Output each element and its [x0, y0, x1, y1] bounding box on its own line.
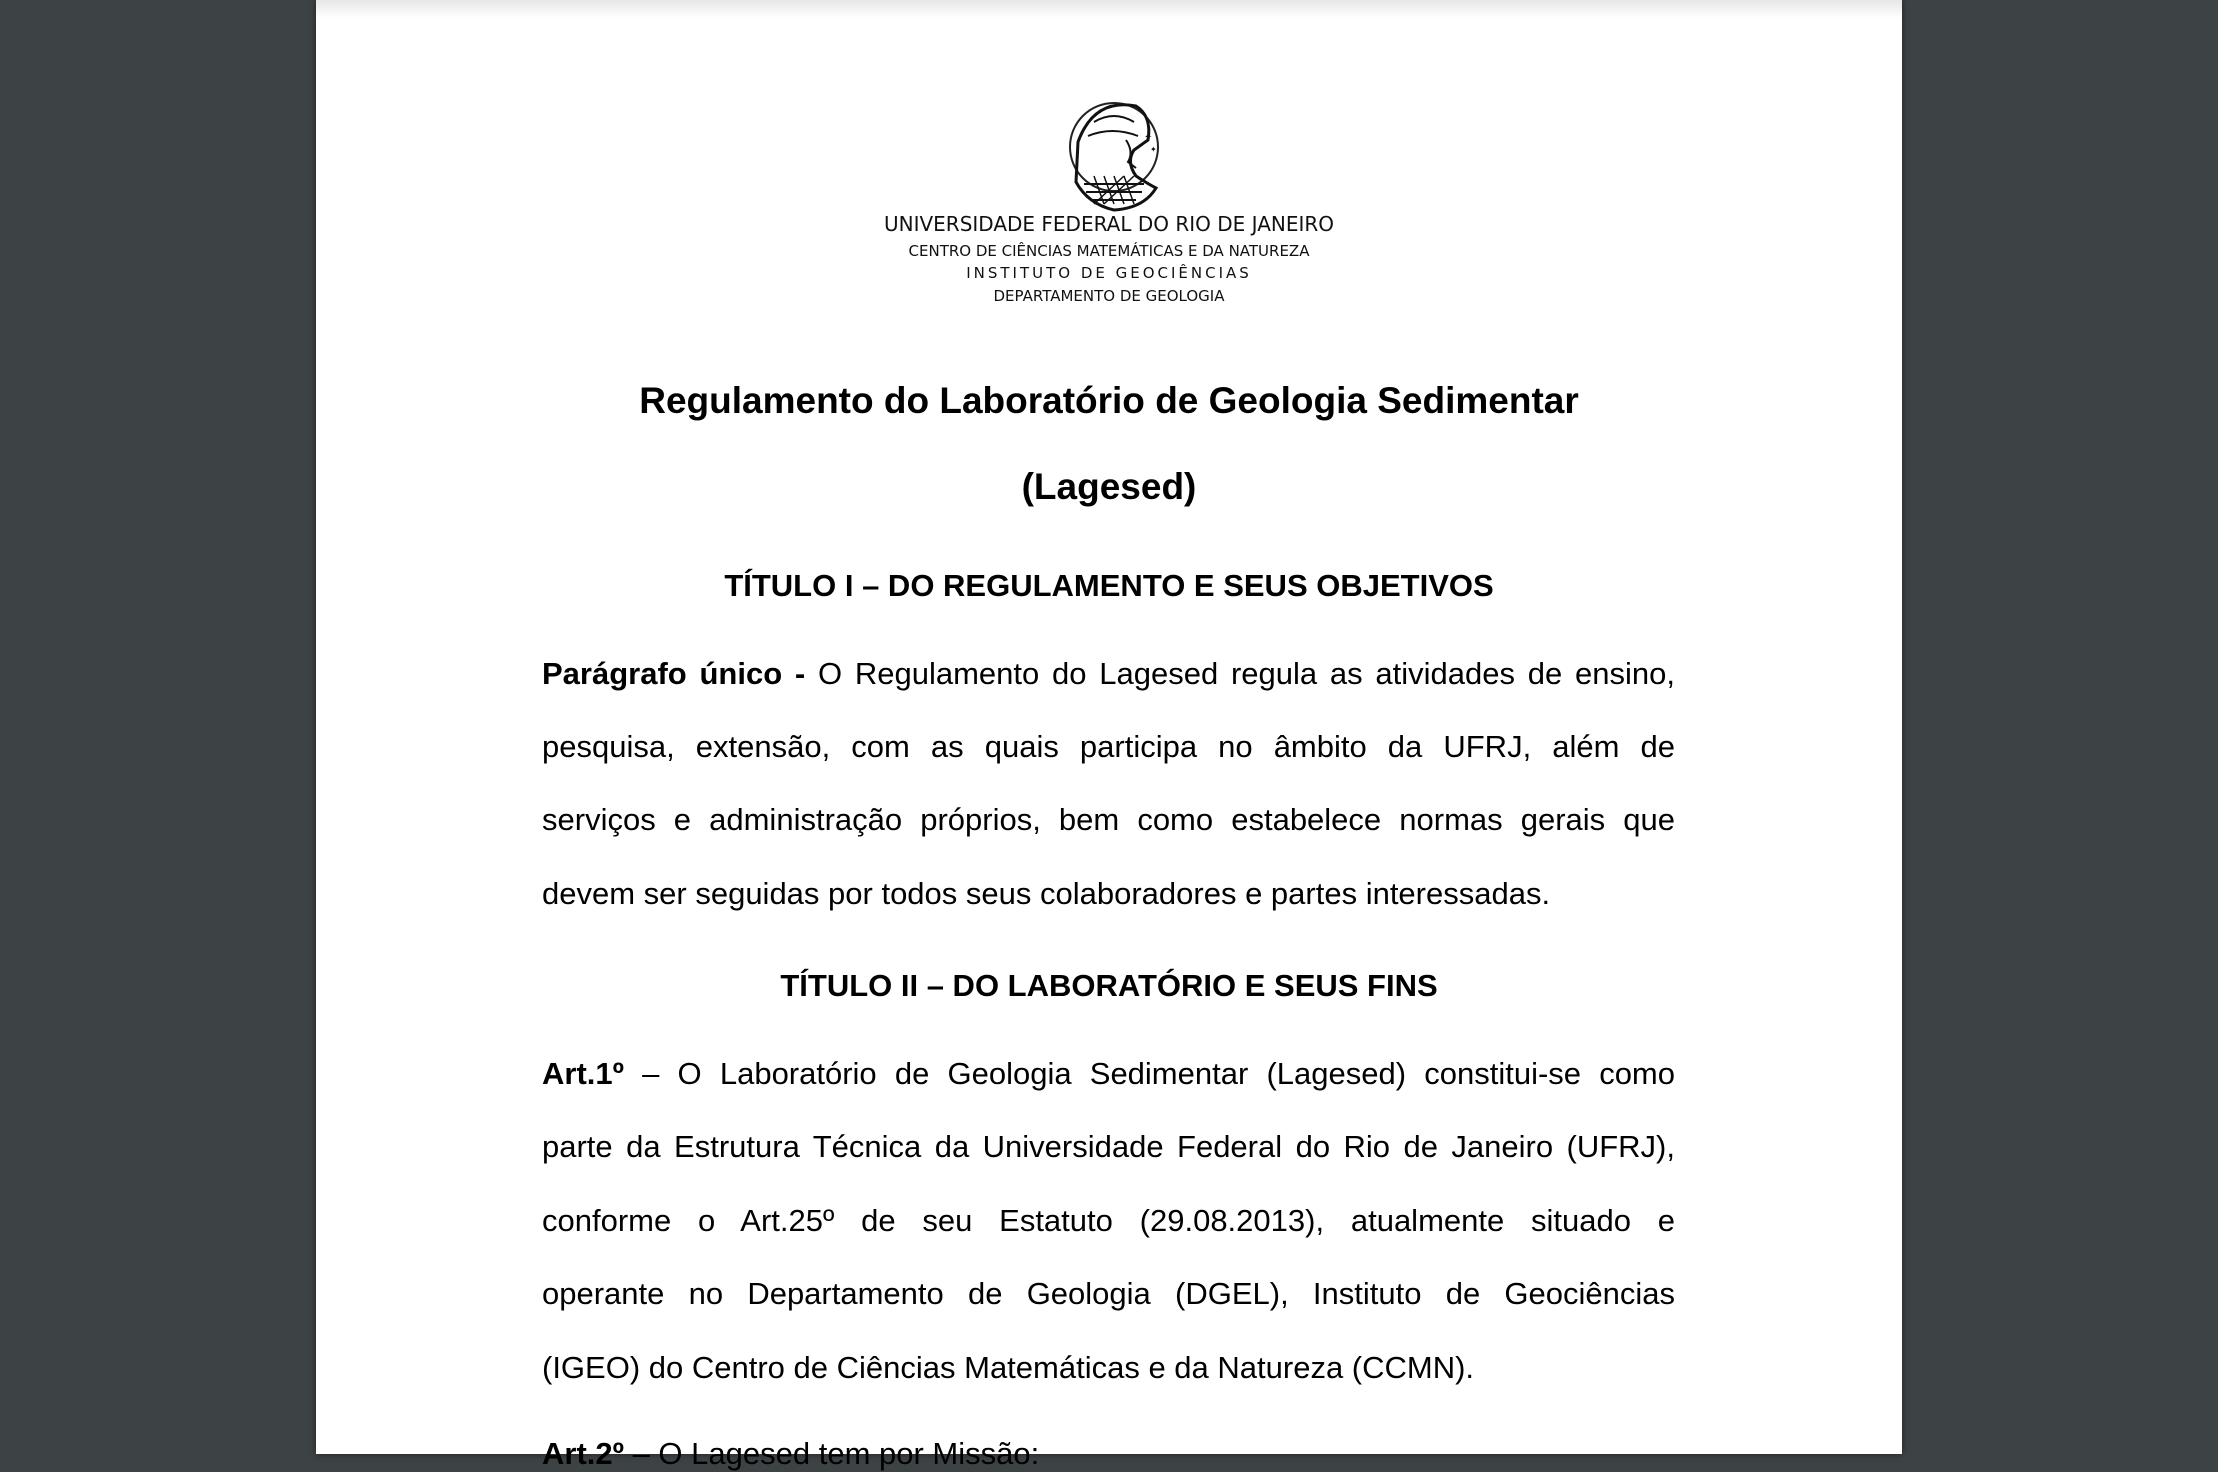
article-lead: Art.1º	[542, 1056, 624, 1091]
university-logo-icon	[1064, 92, 1164, 214]
svg-text:✦: ✦	[1144, 132, 1153, 143]
paragraph-lead: Parágrafo único -	[542, 656, 806, 691]
svg-text:✦: ✦	[1150, 145, 1157, 154]
paragraph-text: O Regulamento do Lagesed regula as atividades de ensino,	[818, 656, 1675, 691]
paragraph-line: serviços e administração próprios, bem como estabelece normas gerais que	[542, 802, 1675, 837]
article-line	[542, 1436, 1675, 1472]
article-text: – O Lagesed tem por Missão:	[632, 1436, 1040, 1471]
center-name: CENTRO DE CIÊNCIAS MATEMÁTICAS E DA NATUREZA	[908, 242, 1310, 260]
article-line: (IGEO) do Centro de Ciências Matemáticas e da Natureza (CCMN).	[542, 1350, 1475, 1385]
paragraph-line	[542, 656, 1675, 692]
article-text: – O Laboratório de Geologia Sedimentar (Lagesed) constitui-se como	[642, 1056, 1675, 1091]
document-title: Regulamento do Laboratório de Geologia Sedimentar	[639, 380, 1579, 421]
article-lead: Art.2º	[542, 1436, 624, 1471]
article-line: parte da Estrutura Técnica da Universidade Federal do Rio de Janeiro (UFRJ),	[542, 1129, 1675, 1164]
section-heading-titulo-2: TÍTULO II – DO LABORATÓRIO E SEUS FINS	[780, 968, 1438, 1003]
article-line: operante no Departamento de Geologia (DGEL), Instituto de Geociências	[542, 1276, 1675, 1311]
article-line	[542, 1056, 1675, 1092]
document-page	[316, 0, 1902, 1471]
article-line: conforme o Art.25º de seu Estatuto (29.08.2013), atualmente situado e	[542, 1203, 1675, 1238]
section-heading-titulo-1: TÍTULO I – DO REGULAMENTO E SEUS OBJETIVOS	[724, 568, 1494, 603]
institute-name: INSTITUTO DE GEOCIÊNCIAS	[966, 264, 1252, 282]
document-title-acronym: (Lagesed)	[1021, 466, 1197, 507]
university-name: UNIVERSIDADE FEDERAL DO RIO DE JANEIRO	[883, 212, 1335, 236]
paragraph-line: devem ser seguidas por todos seus colaboradores e partes interessadas.	[542, 876, 1551, 911]
department-name: DEPARTAMENTO DE GEOLOGIA	[993, 287, 1225, 305]
paragraph-line: pesquisa, extensão, com as quais participa no âmbito da UFRJ, além de	[542, 729, 1675, 764]
